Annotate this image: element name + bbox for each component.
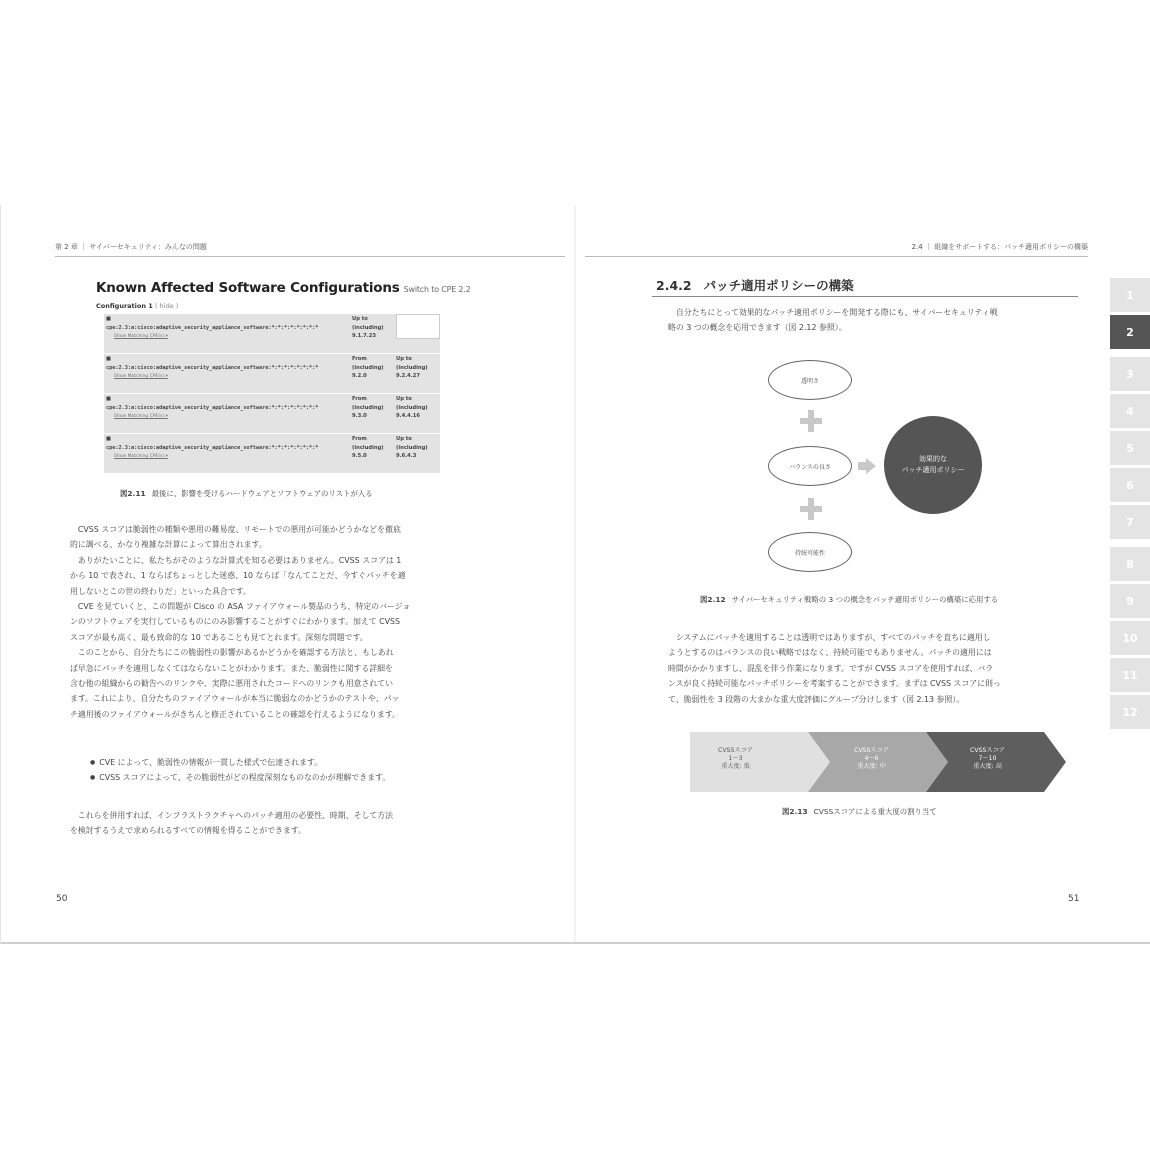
text-line: このことから、自分たちにこの脆弱性の影響があるかどうかを確認する方法と、もしあれ	[70, 648, 394, 658]
chevron-range: 7～10	[978, 755, 997, 762]
chapter-tab-8: 8	[1110, 547, 1150, 581]
text-line: 用しないとこの世の終わりだ」といった具合です。	[70, 586, 251, 596]
text-line: 自分たちにとって効果的なパッチ適用ポリシーを開発する際にも、サイバーセキュリティ戦	[668, 308, 998, 317]
chevron-high-label	[970, 747, 1005, 771]
figure-number: 図2.12	[700, 595, 726, 604]
text-line: て、脆弱性を 3 段階の大まかな重大度評価にグループ分けします（図 2.13 参照）。	[668, 694, 965, 704]
from-label: From	[352, 356, 367, 362]
upto-sub: (including)	[396, 444, 428, 451]
text-line: 含む他の組織からの勧告へのリンクや、実際に悪用されたコードへのリンクも用意されてい	[70, 679, 394, 689]
result-line: 効果的な	[919, 455, 947, 463]
chapter-tab-10: 10	[1110, 621, 1150, 655]
balance-node	[768, 446, 852, 486]
show-cpe-link: Show Matching CPE(s) ▾	[114, 334, 168, 340]
screenshot-title	[96, 280, 471, 296]
cpe-string: cpe:2.3:a:cisco:adaptive_security_appliance_software:*:*:*:*:*:*:*:*	[106, 404, 319, 411]
text-line: 時間がかかりますし、混乱を伴う作業になります。ですが CVSS スコアを使用すれば、バラ	[668, 663, 994, 673]
right-intro-text	[668, 305, 998, 336]
chapter-tab-11: 11	[1110, 658, 1150, 692]
effective-policy-circle	[884, 416, 982, 514]
cpe-string: cpe:2.3:a:cisco:adaptive_security_appliance_software:*:*:*:*:*:*:*:*	[106, 324, 319, 331]
upto-value: 9.1.7.23	[352, 333, 376, 340]
left-closing-text	[70, 808, 393, 839]
section-heading	[656, 276, 854, 294]
result-line: パッチ適用ポリシー	[901, 466, 965, 474]
bullet-list	[90, 756, 390, 786]
config-hide-link: ( hide )	[155, 302, 179, 310]
text-line: チ適用後のファイアウォールがきちんと修正されていることの確認を行えるようになります。	[70, 709, 400, 719]
configuration-table	[104, 314, 440, 472]
chevron-title: CVSSスコア	[970, 747, 1005, 754]
figure-2-13-caption	[782, 806, 937, 817]
figure-2-11-caption	[120, 488, 373, 499]
right-header-rule	[585, 256, 1088, 257]
chevron-title: CVSSスコア	[854, 747, 889, 754]
chapter-tab-2-active: 2	[1110, 315, 1150, 349]
left-running-head: 第 2 章 ｜ サイバーセキュリティ：みんなの問題	[55, 243, 207, 251]
right-body-text	[668, 630, 1001, 707]
switch-cpe-link: Switch to CPE 2.2	[403, 285, 471, 294]
from-value: 9.5.0	[352, 453, 367, 460]
list-item: ● CVE によって、脆弱性の情報が一貫した様式で伝達されます。	[90, 756, 390, 771]
upto-label: Up to	[396, 396, 412, 402]
chevron-medium-label	[854, 747, 889, 771]
cpe-string: cpe:2.3:a:cisco:adaptive_security_appliance_software:*:*:*:*:*:*:*:*	[106, 364, 319, 371]
patch-policy-diagram	[760, 354, 1000, 582]
chevron-range: 4～6	[864, 755, 879, 762]
figure-caption-text: CVSSスコアによる重大度の割り当て	[813, 807, 937, 816]
text-line: ようとするのはバランスの良い戦略ではなく、持続可能でもありません。パッチの適用には	[668, 648, 992, 658]
text-line: CVSS スコアは脆弱性の種類や悪用の難易度、リモートでの悪用が可能かどうかなどを徹底	[70, 525, 401, 534]
from-value: 9.2.0	[352, 373, 367, 380]
config-label-text: Configuration 1	[96, 302, 153, 310]
figure-caption-text: 最後に、影響を受けるハードウェアとソフトウェアのリストが入る	[151, 489, 373, 498]
upto-value: 9.4.4.16	[396, 413, 420, 420]
upto-label: Up to	[352, 316, 368, 322]
plus-icon	[800, 410, 822, 432]
text-line: システムにパッチを適用することは透明ではありますが、すべてのパッチを直ちに適用し	[668, 633, 991, 642]
left-body-text	[70, 522, 410, 722]
text-line: ありがたいことに、私たちがそのような計算式を知る必要はありません。CVSS スコアは 1	[70, 555, 402, 565]
node-label: バランスの良さ	[789, 463, 831, 471]
figure-caption-text: サイバーセキュリティ戦略の 3 つの概念をパッチ適用ポリシーの構築に応用する	[731, 595, 999, 604]
plus-icon	[800, 498, 822, 520]
text-line: から 10 で表され、1 ならばちょっとした迷惑、10 ならば「なんてことだ、今すぐパッチを適	[70, 571, 406, 581]
configuration-label	[96, 302, 178, 310]
table-row: ■ cpe:2.3:a:cisco:adaptive_security_appliance_software:*:*:*:*:*:*:*:* Show Matching CPE(s) ▾ From (including) 9.2.0 Up to (including) 9.2.4.27	[104, 354, 440, 393]
text-line: CVE を見ていくと、この問題が Cisco の ASA ファイアウォール製品のうち、特定のバージョ	[70, 602, 411, 612]
chevron-level: 重大度: 低	[721, 763, 750, 770]
text-line: ンのソフトウェアを実行しているものにのみ影響することがすぐにわかります。加えて CVSS	[70, 617, 401, 627]
from-value: 9.3.0	[352, 413, 367, 420]
table-row: ■ cpe:2.3:a:cisco:adaptive_security_appliance_software:*:*:*:*:*:*:*:* Show Matching CPE(s) ▾ Up to (including) 9.1.7.23	[104, 314, 440, 353]
arrow-right-icon	[858, 458, 876, 474]
text-line: ンスが良く持続可能なパッチポリシーを考案することができます。まずは CVSS スコアに則っ	[668, 679, 1001, 689]
table-row: ■ cpe:2.3:a:cisco:adaptive_security_appliance_software:*:*:*:*:*:*:*:* Show Matching CPE(s) ▾ From (including) 9.5.0 Up to (including) 9.6.4.3	[104, 434, 440, 473]
list-item: ● CVSS スコアによって、その脆弱性がどの程度深刻なものなのかが理解できます。	[90, 771, 390, 786]
upto-sub: (including)	[396, 364, 428, 371]
text-line: ます。これにより、自分たちのファイアウォールが本当に脆弱なのかどうかのテストや、パッ	[70, 694, 400, 704]
from-sub: (including)	[352, 444, 384, 451]
screenshot-title-text: Known Affected Software Configurations	[96, 280, 400, 296]
text-line: 略の 3 つの概念を応用できます（図 2.12 参照）。	[668, 323, 847, 333]
transparency-node	[768, 360, 852, 400]
right-running-head: 2.4 ｜ 組織をサポートする：パッチ適用ポリシーの構築	[911, 243, 1088, 251]
chevron-title: CVSSスコア	[718, 747, 753, 754]
text-line: ば早急にパッチを適用しなくてはならないことがわかります。また、脆弱性に関する詳細を	[70, 663, 393, 673]
upto-sub: (including)	[352, 324, 384, 331]
section-rule	[652, 296, 1078, 297]
figure-number: 図2.13	[782, 807, 808, 816]
node-label: 持続可能性	[794, 549, 825, 557]
from-label: From	[352, 396, 367, 402]
from-label: From	[352, 436, 367, 442]
upto-value: 9.6.4.3	[396, 453, 417, 460]
figure-2-12-caption	[700, 594, 998, 605]
from-sub: (including)	[352, 404, 384, 411]
from-sub: (including)	[352, 364, 384, 371]
left-page-number: 50	[56, 894, 68, 904]
chevron-range: 1～3	[728, 755, 743, 762]
chapter-tab-12: 12	[1110, 695, 1150, 729]
chevron-level: 重大度: 高	[973, 763, 1002, 770]
text-line: を検討するうえで求められるすべての情報を得ることができます。	[70, 826, 306, 836]
chapter-tab-4: 4	[1110, 394, 1150, 428]
text-line: 的に調べる、かなり複雑な計算によって算出されます。	[70, 540, 267, 550]
figure-number: 図2.11	[120, 489, 146, 498]
chapter-tab-3: 3	[1110, 357, 1150, 391]
upto-value: 9.2.4.27	[396, 373, 420, 380]
chapter-tab-5: 5	[1110, 431, 1150, 465]
right-page-number: 51	[1068, 894, 1080, 904]
chevron-low	[690, 732, 830, 792]
chevron-low-label	[718, 747, 753, 771]
chapter-tab-7: 7	[1110, 505, 1150, 539]
table-row: ■ cpe:2.3:a:cisco:adaptive_security_appliance_software:*:*:*:*:*:*:*:* Show Matching CPE(s) ▾ From (including) 9.3.0 Up to (including) 9.4.4.16	[104, 394, 440, 433]
text-line: スコアが最も高く、最も致命的な 10 であることも見てとれます。深刻な問題です。	[70, 632, 368, 642]
severity-chevrons	[690, 732, 1070, 792]
section-number: 2.4.2	[656, 278, 692, 293]
cpe-string: cpe:2.3:a:cisco:adaptive_security_appliance_software:*:*:*:*:*:*:*:*	[106, 444, 319, 451]
chapter-tab-6: 6	[1110, 468, 1150, 502]
upto-sub: (including)	[396, 404, 428, 411]
show-cpe-link: Show Matching CPE(s) ▾	[114, 454, 168, 460]
text-line: これらを併用すれば、インフラストラクチャへのパッチ適用の必要性、時期、そして方法	[70, 811, 394, 820]
upto-label: Up to	[396, 436, 412, 442]
left-header-rule	[55, 256, 565, 257]
node-label: 透明さ	[800, 377, 819, 385]
sustainability-node	[768, 532, 852, 572]
show-cpe-link: Show Matching CPE(s) ▾	[114, 414, 168, 420]
chevron-level: 重大度: 中	[857, 763, 886, 770]
upto-label: Up to	[396, 356, 412, 362]
chapter-tab-9: 9	[1110, 584, 1150, 618]
empty-table-cell	[396, 314, 440, 339]
chapter-tabs	[1110, 278, 1150, 732]
book-gutter	[574, 205, 576, 942]
chapter-tab-1: 1	[1110, 278, 1150, 312]
section-title: パッチ適用ポリシーの構築	[703, 278, 854, 293]
show-cpe-link: Show Matching CPE(s) ▾	[114, 374, 168, 380]
